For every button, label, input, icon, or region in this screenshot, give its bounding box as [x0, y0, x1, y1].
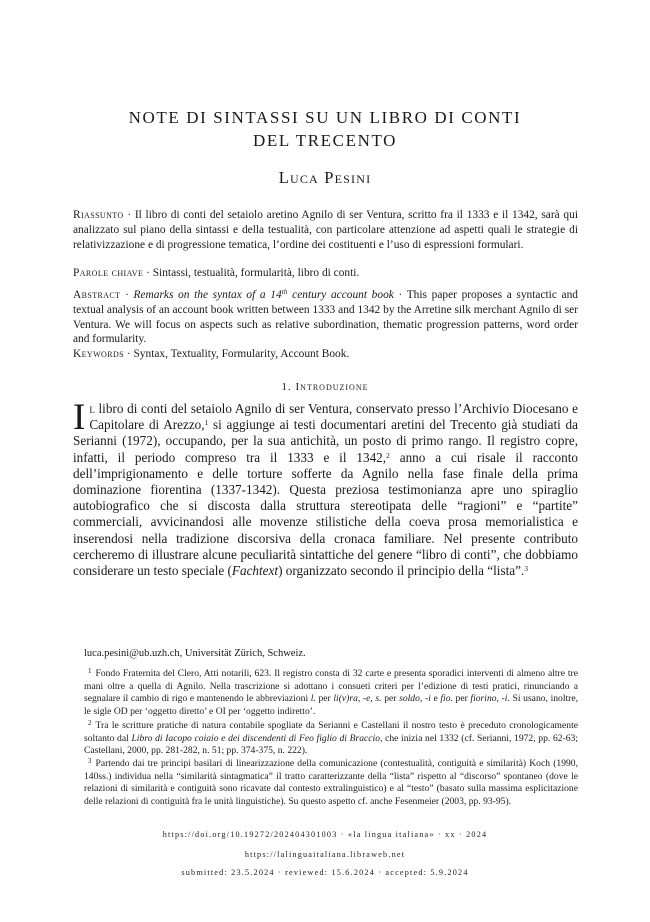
keywords-label: Keywords: [73, 348, 124, 360]
footnote-3: $^3$ Partendo dai tre principi basilari di linearizzazione della comunicazione (contestualità, contiguità e similarità) Koch (1990, 140ss.) individua nella “similarità sintagmatica” il tratto caratterizzante della “lista” rispetto al “discorso” spontaneo (dove le relazioni di similarità e contiguità sono ricavate dal contesto extralinguistico) e al “testo” (basato sulla massima esplicitazione delle relazioni di contiguità fra le unità linguistiche). Su questo aspetto cf. anche Fesenmeier (2003, pp. 93-95).: [84, 757, 578, 807]
section-heading: 1. Introduzione: [281, 381, 369, 393]
doi-line[interactable]: https://doi.org/10.19272/202404301003 · «la lingua italiana» · xx · 2024: [162, 830, 488, 839]
abstract-italic-title: Remarks on the syntax of a 14th century account book: [133, 287, 394, 301]
keywords-text: · Syntax, Textuality, Formularity, Account Book.: [123, 348, 350, 360]
article-title: [75, 106, 575, 152]
keywords-block: [73, 347, 578, 362]
riassunto-label: Riassunto: [73, 209, 124, 221]
footnote-ref-1[interactable]: 1: [204, 418, 209, 428]
author-name: Luca Pesini: [278, 168, 372, 187]
dates-line: submitted: 23.5.2024 · reviewed: 15.6.2024 · accepted: 5.9.2024: [181, 868, 469, 877]
parole-chiave-block: [73, 266, 578, 281]
parole-chiave-label: Parole chiave: [73, 267, 144, 279]
author-contact: luca.pesini@ub.uzh.ch, Universität Zürich, Schweiz.: [84, 648, 306, 659]
riassunto-text: · Il libro di conti del setaiolo aretino Agnilo di ser Ventura, scritto fra il 1333 e il 1342, sarà qui analizzato sul piano della sintassi e della testualità, con particolare attenzione ad aspetti quali le strategie di relativizzazione e di progressione tematica, l’ordine dei costituenti e l’uso di espressioni formulari.: [73, 209, 578, 251]
drop-cap: I: [73, 397, 86, 438]
footnote-2: $^2$ Tra le scritture pratiche di natura contabile spogliate da Serianni e Castellani il nostro testo è preceduto cronologicamente soltanto dal Libro di Iacopo coiaio e dei discendenti di Feo figlio di Braccio, che inizia nel 1332 (cf. Serianni, 1972, pp. 62-63; Castellani, 2000, pp. 281-282, n. 51; pp. 374-375, n. 222).: [84, 719, 578, 757]
parole-chiave-text: · Sintassi, testualità, formularità, libro di conti.: [143, 267, 360, 279]
footnote-ref-3[interactable]: 3: [524, 564, 529, 574]
footnote-1: $^1$ Fondo Fraternita del Clero, Atti notarili, 623. Il registro consta di 32 carte e presenta sporadici interventi di almeno altre tre mani oltre a quella di Agnilo. Nella trascrizione si adottano i consueti criteri per l’edizione di testi pratici, rinunciando a segnalare il cambio di rigo e mantenendo le abbreviazioni l. per li(v)ra, -e, s. per soldo, -i e fio. per fiorino, -i. Si usano, inoltre, le sigle OD per ‘oggetto diretto’ e OI per ‘oggetto indiretto’.: [84, 667, 579, 717]
abstract-label: Abstract: [73, 289, 121, 301]
abstract-block: [73, 288, 578, 347]
footnote-ref-2[interactable]: 2: [386, 450, 390, 460]
website-line[interactable]: https://lalinguaitaliana.libraweb.net: [244, 850, 406, 859]
riassunto-block: [73, 208, 578, 252]
abstract-text: · This paper proposes a syntactic and textual analysis of an account book written between 1333 and 1342 by the Arretine silk merchant Agnilo di ser Ventura. We will focus on aspects such as relative subordination, thematic progression patterns, word order and formularity.: [73, 289, 578, 346]
title-line-1: NOTE DI SINTASSI SU UN LIBRO DI CONTI: [128, 108, 522, 127]
abstract-sep: ·: [120, 289, 134, 301]
title-line-2: DEL TRECENTO: [252, 131, 398, 150]
body-paragraph: Il libro di conti del setaiolo Agnilo di ser Ventura, conservato presso l’Archivio Diocesano e Capitolare di Arezzo,$^1$ si aggiunge ai testi documentari aretini del Trecento già studiati da Serianni (1972), occupando, per la sua antichità, un posto di primo rango. Il registro copre, infatti, il periodo compreso tra il 1333 e il 1342,$^2$ anno a cui risale il racconto dell’imprigionamento e delle torture sofferte da Agnilo nella fase finale della prima dominazione fiorentina (1337-1342). Questa preziosa testimonianza apre uno spiraglio autobiografico che si discosta dalla struttura stereotipata delle “ragioni” e “partite” commerciali, avvicinandosi alle movenze stilistiche della coeva prosa memorialistica e inserendosi nella tradizione discorsiva della cronaca familiare. Nel presente contributo cercheremo di illustrare alcune peculiarità sintattiche del genere “libro di conti”, che dobbiamo considerare un testo speciale (Fachtext) organizzato secondo il principio della “lista”.$^3$: [73, 397, 578, 579]
